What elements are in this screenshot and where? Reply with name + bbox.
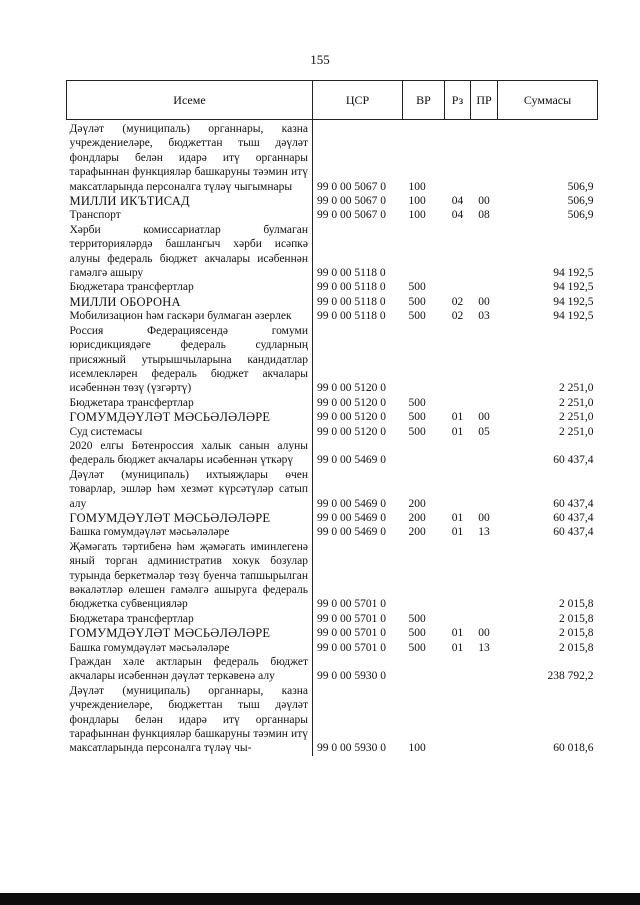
table-row (67, 655, 598, 684)
cell-pr: 00 (478, 411, 490, 424)
table-row (67, 540, 598, 612)
cell-sum: 60 437,4 (553, 454, 594, 467)
cell-csr: 99 0 00 5120 0 (317, 396, 386, 409)
table-header-row (67, 81, 598, 120)
cell-csr: 99 0 00 5701 0 (317, 598, 386, 611)
cell-name: МИЛЛИ ОБОРОНА (67, 295, 313, 309)
cell-csr: 99 0 00 5118 0 (317, 281, 386, 294)
cell-rz: 02 (451, 310, 464, 323)
cell-pr (471, 439, 498, 468)
header-sum: Суммасы (498, 81, 598, 120)
table-row (67, 194, 598, 208)
cell-csr: 99 0 00 5701 0 (317, 612, 386, 625)
cell-csr: 99 0 00 5118 0 (317, 295, 386, 308)
cell-csr: 99 0 00 5469 0 (317, 526, 386, 539)
cell-name: Җәмәгать тәртибенә һәм җәмәгать иминлегенә яный торган административ хокук бозулар турында беркетмәләр төзү буенча тапшырылган вәкаләтләр өлешен гамәлгә ашыруга федераль бюджетка субвенцияләр (67, 540, 313, 612)
cell-sum: 60 437,4 (553, 497, 594, 510)
cell-sum: 2 015,8 (559, 612, 594, 625)
cell-csr: 99 0 00 5067 0 (317, 195, 386, 208)
cell-rz: 01 (451, 526, 464, 539)
cell-pr (471, 223, 498, 281)
cell-rz: 01 (451, 641, 464, 654)
cell-name: Башка гомумдәүләт мәсьәләләре (67, 641, 313, 655)
table-row (67, 425, 598, 439)
cell-rz (445, 540, 471, 612)
cell-name: Бюджетара трансфертлар (67, 612, 313, 626)
cell-name: Бюджетара трансфертлар (67, 280, 313, 294)
header-vr: ВР (403, 81, 445, 120)
cell-name: 2020 елгы Бөтенроссия халык санын алуны федераль бюджет акчалары исәбеннән үткәрү (67, 439, 313, 468)
cell-name: Хәрби комиссариатлар булмаган территорияләрдә башлангыч хәрби исәпкә алуны федераль бюджет акчалары исәбеннән гамәлгә ашыру (67, 223, 313, 281)
cell-sum: 60 437,4 (553, 511, 594, 524)
cell-pr (471, 655, 498, 684)
cell-rz: 01 (451, 425, 464, 438)
cell-pr (471, 540, 498, 612)
cell-pr: 00 (478, 511, 490, 524)
cell-pr (471, 468, 498, 511)
cell-pr: 03 (478, 310, 490, 323)
cell-csr: 99 0 00 5120 0 (317, 425, 386, 438)
cell-sum: 506,9 (567, 180, 594, 193)
table-row (67, 511, 598, 525)
cell-rz (445, 223, 471, 281)
cell-csr: 99 0 00 5118 0 (317, 267, 386, 280)
cell-csr: 99 0 00 5469 0 (317, 454, 386, 467)
table-row (67, 295, 598, 309)
header-csr: ЦСР (313, 81, 403, 120)
cell-name: Дәүләт (муниципаль) органнары, казна учреждениеләре, бюджеттан тыш дәүләт фондлары белән идарә итү органнары тарафыннан функцияләр башкаруны тәэмин итү максатларында персоналга түләү чы- (67, 684, 313, 756)
cell-pr (471, 612, 498, 626)
cell-rz (445, 468, 471, 511)
budget-table (66, 80, 598, 756)
cell-pr: 08 (478, 209, 490, 222)
cell-vr: 200 (408, 526, 426, 539)
cell-vr: 100 (408, 180, 426, 193)
cell-sum: 2 251,0 (559, 425, 594, 438)
cell-csr: 99 0 00 5930 0 (317, 742, 386, 755)
cell-vr: 500 (408, 425, 426, 438)
cell-vr (403, 324, 445, 396)
cell-name: Суд системасы (67, 425, 313, 439)
cell-vr (403, 223, 445, 281)
cell-rz: 01 (451, 627, 464, 640)
cell-rz: 01 (451, 511, 464, 524)
cell-sum: 238 792,2 (547, 670, 594, 683)
cell-pr (471, 396, 498, 410)
cell-vr: 100 (408, 209, 426, 222)
cell-sum: 506,9 (567, 209, 594, 222)
cell-rz (445, 324, 471, 396)
cell-name: ГОМУМДӘҮЛӘТ МӘСЬӘЛӘЛӘРЕ (67, 511, 313, 525)
cell-sum: 94 192,5 (553, 310, 594, 323)
cell-pr: 00 (478, 195, 490, 208)
cell-rz (445, 612, 471, 626)
header-rz: Рз (445, 81, 471, 120)
table-row (67, 626, 598, 640)
cell-vr: 100 (408, 195, 426, 208)
table-row (67, 684, 598, 756)
cell-rz: 01 (451, 411, 464, 424)
table-row (67, 612, 598, 626)
cell-sum: 2 015,8 (559, 641, 594, 654)
cell-sum: 2 251,0 (559, 411, 594, 424)
cell-rz (445, 396, 471, 410)
cell-csr: 99 0 00 5120 0 (317, 411, 386, 424)
cell-name: Мобилизацион һәм гаскәри булмаган әзерлек (67, 309, 313, 323)
table-row (67, 208, 598, 222)
cell-sum: 2 015,8 (559, 598, 594, 611)
cell-pr (471, 280, 498, 294)
cell-csr: 99 0 00 5067 0 (317, 209, 386, 222)
page-number: 155 (310, 52, 330, 67)
cell-sum: 60 437,4 (553, 526, 594, 539)
table-row (67, 410, 598, 424)
cell-vr (403, 439, 445, 468)
cell-name: Россия Федерациясендә гомуми юрисдикциядәге федераль судларның присяжный утырышчыларына кандидатлар исемлекләрен федераль бюджет акчалары исәбеннән төзү (үзгәртү) (67, 324, 313, 396)
table-row (67, 120, 598, 195)
cell-pr: 13 (478, 641, 490, 654)
table-row (67, 309, 598, 323)
cell-name: МИЛЛИ ИКЪТИСАД (67, 194, 313, 208)
cell-sum: 94 192,5 (553, 281, 594, 294)
cell-sum: 506,9 (567, 195, 594, 208)
cell-csr: 99 0 00 5067 0 (317, 180, 386, 193)
cell-vr: 500 (408, 641, 426, 654)
cell-rz (445, 280, 471, 294)
table-row (67, 223, 598, 281)
table-row (67, 324, 598, 396)
cell-name: Дәүләт (муниципаль) органнары, казна учреждениеләре, бюджеттан тыш дәүләт фондлары белән идарә итү органнары тарафыннан функцияләр башкаруны тәэмин итү максатларында персоналга түләү чыгымнары (67, 120, 313, 195)
cell-name: Башка гомумдәүләт мәсьәләләре (67, 525, 313, 539)
cell-vr: 500 (408, 411, 426, 424)
cell-rz (445, 439, 471, 468)
cell-pr: 00 (478, 295, 490, 308)
cell-sum: 2 251,0 (559, 396, 594, 409)
cell-name: Граждан хәле актларын федераль бюджет акчалары исәбеннән дәүләт теркәвенә алу (67, 655, 313, 684)
table-row (67, 525, 598, 539)
cell-rz: 04 (451, 209, 464, 222)
cell-pr: 13 (478, 526, 490, 539)
cell-name: ГОМУМДӘҮЛӘТ МӘСЬӘЛӘЛӘРЕ (67, 626, 313, 640)
cell-vr (403, 655, 445, 684)
cell-pr (471, 324, 498, 396)
cell-csr: 99 0 00 5120 0 (317, 382, 386, 395)
table-row (67, 439, 598, 468)
cell-name: ГОМУМДӘҮЛӘТ МӘСЬӘЛӘЛӘРЕ (67, 410, 313, 424)
cell-vr: 100 (408, 742, 426, 755)
header-pr: ПР (471, 81, 498, 120)
cell-name: Транспорт (67, 208, 313, 222)
cell-vr: 500 (408, 396, 426, 409)
cell-rz (445, 655, 471, 684)
cell-csr: 99 0 00 5701 0 (317, 641, 386, 654)
cell-vr: 200 (408, 511, 426, 524)
cell-sum: 60 018,6 (553, 742, 594, 755)
cell-rz (445, 120, 471, 195)
cell-pr (471, 684, 498, 756)
cell-vr: 500 (408, 612, 426, 625)
cell-sum: 94 192,5 (553, 295, 594, 308)
cell-rz: 02 (451, 295, 464, 308)
cell-pr: 05 (478, 425, 490, 438)
cell-rz: 04 (451, 195, 464, 208)
table-row (67, 280, 598, 294)
cell-vr: 500 (408, 627, 426, 640)
cell-csr: 99 0 00 5930 0 (317, 670, 386, 683)
cell-csr: 99 0 00 5118 0 (317, 310, 386, 323)
cell-sum: 94 192,5 (553, 267, 594, 280)
header-name: Исеме (67, 81, 313, 120)
cell-vr: 500 (408, 310, 426, 323)
table-body (67, 120, 598, 756)
cell-csr: 99 0 00 5469 0 (317, 511, 386, 524)
cell-sum: 2 015,8 (559, 627, 594, 640)
cell-name: Дәүләт (муниципаль) ихтыяҗлары өчен товарлар, эшләр һәм хезмәт күрсәтүләр сатып алу (67, 468, 313, 511)
cell-vr: 500 (408, 295, 426, 308)
table-row (67, 396, 598, 410)
scan-edge-bar (0, 893, 640, 905)
cell-vr: 200 (408, 497, 426, 510)
cell-rz (445, 684, 471, 756)
cell-sum: 2 251,0 (559, 382, 594, 395)
cell-pr: 00 (478, 627, 490, 640)
cell-vr: 500 (408, 281, 426, 294)
cell-name: Бюджетара трансфертлар (67, 396, 313, 410)
table-row (67, 468, 598, 511)
cell-csr: 99 0 00 5701 0 (317, 627, 386, 640)
cell-vr (403, 540, 445, 612)
table-row (67, 641, 598, 655)
cell-pr (471, 120, 498, 195)
cell-csr: 99 0 00 5469 0 (317, 497, 386, 510)
